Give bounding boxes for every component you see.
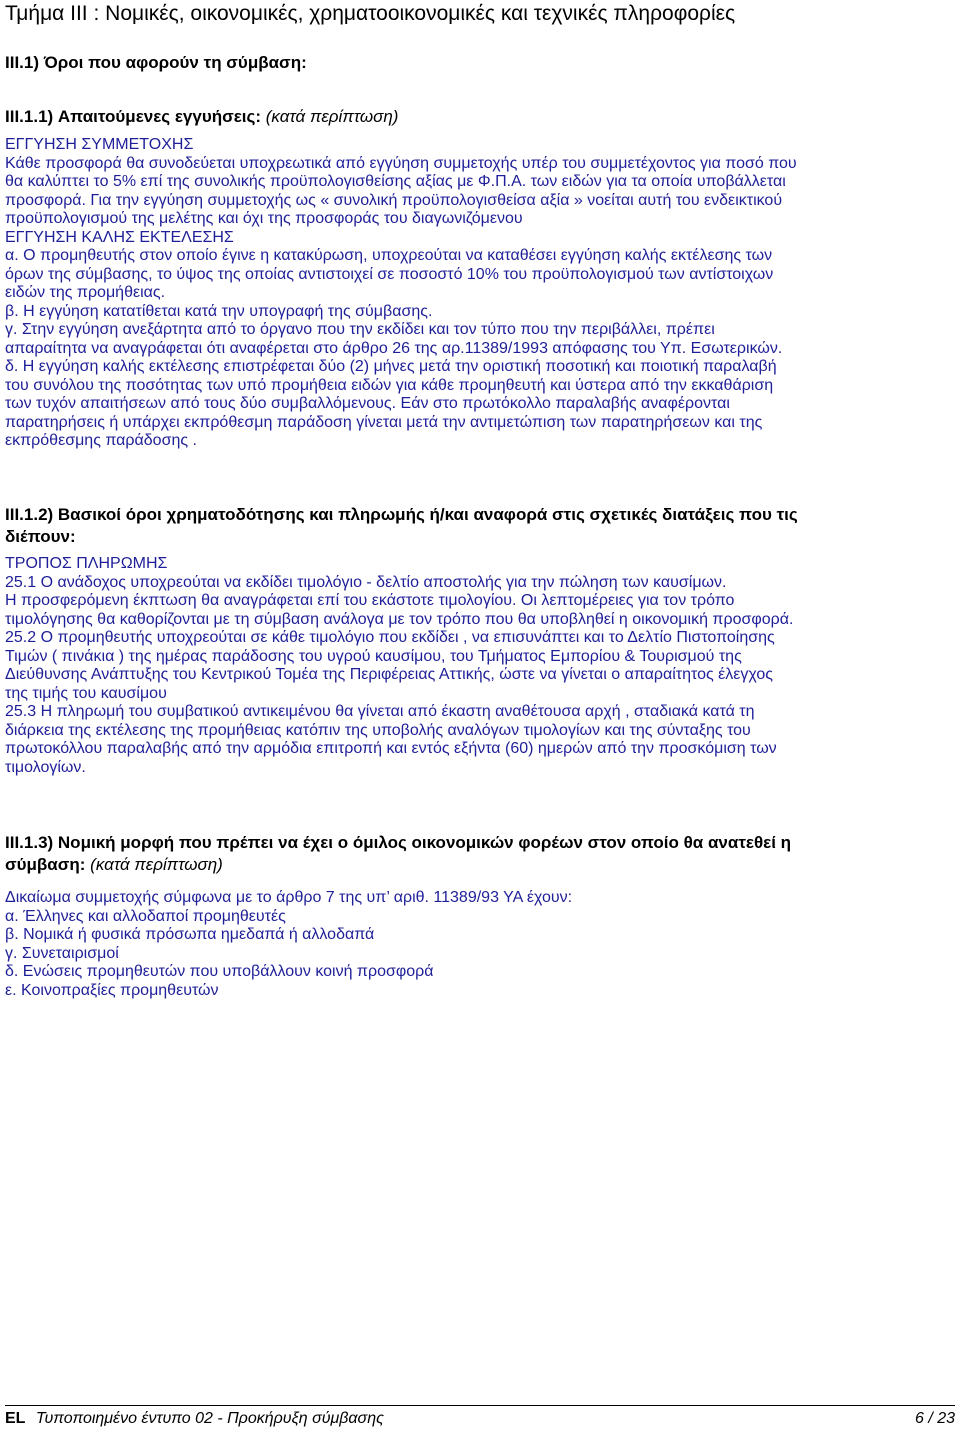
- text-line: α. Έλληνες και αλλοδαποί προμηθευτές: [5, 907, 286, 925]
- text-line: προϋπολογισμού της μελέτης και όχι της προσφοράς του διαγωνιζόμενου: [5, 210, 523, 227]
- heading-iii-1-3-text: σύμβαση:: [5, 855, 86, 874]
- section-iii-1-2: [5, 504, 955, 777]
- text-line: Διεύθυνσης Ανάπτυξης του Κεντρικού Τομέα της Περιφέρειας Αττικής, ώστε να γίνεται ο απαραίτητος έλεγχος: [5, 666, 773, 683]
- text-line: θα καλύπτει το 5% επί της συνολικής προϋπολογισθείσης αξίας με Φ.Π.Α. των ειδών για τα οποία υποβάλλεται: [5, 173, 786, 190]
- text-line: δ. Ενώσεις προμηθευτών που υποβάλλουν κοινή προσφορά: [5, 963, 434, 980]
- text-line: γ. Συνεταιρισμοί: [5, 944, 119, 962]
- text-line: τιμολογίων.: [5, 758, 86, 776]
- text-line: πρωτοκόλλου παραλαβής από την αρμόδια επιτροπή και εντός εξήντα (60) ημερών από την προσκόμιση των: [5, 740, 777, 757]
- section-title: Τμήμα III : Νομικές, οικονομικές, χρηματοοικονομικές και τεχνικές πληροφορίες: [5, 2, 736, 25]
- text-line: τιμολόγησης θα καθορίζονται με τη σύμβαση ανάλογα με τον τρόπο που θα υποβληθεί η οικονομική προσφορά.: [5, 610, 794, 628]
- text-line: β. Η εγγύηση κατατίθεται κατά την υπογραφή της σύμβασης.: [5, 302, 433, 320]
- text-line: εκπρόθεσμης παράδοσης .: [5, 432, 197, 449]
- text-line: δ. Η εγγύηση καλής εκτέλεσης επιστρέφεται δύο (2) μήνες μετά την οριστική ποσοτική και ποιοτική παραλαβή: [5, 358, 777, 375]
- text-line: ΤΡΟΠΟΣ ΠΛΗΡΩΜΗΣ: [5, 555, 168, 572]
- text-line: γ. Στην εγγύηση ανεξάρτητα από το όργανο που την εκδίδει και τον τύπο που την περιβάλλει, πρέπει: [5, 321, 715, 338]
- section-iii-1-1: [5, 106, 955, 451]
- page-footer: [5, 1405, 955, 1429]
- section-iii-1-3: [5, 832, 955, 1000]
- heading-iii-1-3-line2: [5, 854, 955, 876]
- heading-iii-1-2-line2: διέπουν:: [5, 527, 76, 546]
- text-line: ειδών της προμήθειας.: [5, 284, 166, 301]
- payment-body: [5, 555, 955, 777]
- page-number: 6 / 23: [914, 1410, 955, 1427]
- text-line: Κάθε προσφορά θα συνοδεύεται υποχρεωτικά από εγγύηση συμμετοχής υπέρ του συμμετέχοντος για ποσό που: [5, 154, 797, 172]
- text-line: απαραίτητα να αναγράφεται ότι αναφέρεται στο άρθρο 26 της αρ.11389/1993 απόφασης του Υπ. Εσωτερικών.: [5, 339, 783, 357]
- text-line: 25.3 Η πληρωμή του συμβατικού αντικειμένου θα γίνεται από έκαστη αναθέτουσα αρχή , σταδιακά κατά τη: [5, 703, 755, 720]
- heading-iii-1-3-note: (κατά περίπτωση): [90, 855, 223, 874]
- form-name: Τυποποιημένο έντυπο 02 - Προκήρυξη σύμβασης: [35, 1410, 384, 1427]
- text-line: ΕΓΓΥΗΣΗ ΣΥΜΜΕΤΟΧΗΣ: [5, 136, 194, 153]
- heading-iii-1-3-line1: III.1.3) Νομική μορφή που πρέπει να έχει ο όμιλος οικονομικών φορέων στον οποίο θα ανατεθεί η: [5, 833, 792, 852]
- guarantees-body: [5, 136, 955, 451]
- text-line: ΕΓΓΥΗΣΗ ΚΑΛΗΣ ΕΚΤΕΛΕΣΗΣ: [5, 228, 234, 246]
- text-line: διάρκεια της εκτέλεσης της προμήθειας κατόπιν της υποβολής αναλόγων τιμολογίων και της σύνταξης του: [5, 721, 751, 739]
- heading-iii-1-2-line1: III.1.2) Βασικοί όροι χρηματοδότησης και πληρωμής ή/και αναφορά στις σχετικές διατάξεις που τις: [5, 505, 798, 524]
- text-line: α. Ο προμηθευτής στον οποίο έγινε η κατακύρωση, υποχρεούται να καταθέσει εγγύηση καλής εκτέλεσης των: [5, 247, 773, 264]
- text-line: 25.2 Ο προμηθευτής υποχρεούται σε κάθε τιμολόγιο που εκδίδει , να επισυνάπτει και το Δελτίο Πιστοποίησης: [5, 629, 775, 646]
- text-line: ε. Κοινοπραξίες προμηθευτών: [5, 981, 219, 999]
- text-line: β. Νομικά ή φυσικά πρόσωπα ημεδαπά ή αλλοδαπά: [5, 926, 375, 943]
- document-page: [5, 0, 955, 999]
- text-line: της τιμής του καυσίμου: [5, 684, 167, 702]
- legal-form-body: [5, 889, 955, 1000]
- text-line: του συνόλου της ποσότητας των υπό προμήθεια ειδών για κάθε προμηθευτή και ύστερα από την εκκαθάριση: [5, 376, 774, 394]
- heading-iii-1-1-text: III.1.1) Απαιτούμενες εγγυήσεις:: [5, 107, 262, 126]
- text-line: όρων της σύμβασης, το ύψος της οποίας αντιστοιχεί σε ποσοστό 10% του προϋπολογισμού των αντίστοιχων: [5, 265, 774, 283]
- heading-iii-1-1-note: (κατά περίπτωση): [265, 107, 399, 126]
- subsection-heading-iii1: III.1) Όροι που αφορούν τη σύμβαση:: [5, 53, 307, 72]
- heading-iii-1-1: [5, 106, 955, 128]
- text-line: Δικαίωμα συμμετοχής σύμφωνα με το άρθρο 7 της υπ’ αριθ. 11389/93 ΥΑ έχουν:: [5, 889, 573, 906]
- text-line: Η προσφερόμενη έκπτωση θα αναγράφεται επί του εκάστοτε τιμολογίου. Οι λεπτομέρειες για τον τρόπο: [5, 592, 735, 609]
- text-line: παρατηρήσεις ή υπάρχει εκπρόθεσμη παράδοση γίνεται μετά την αντιμετώπιση των παρατηρήσεων και της: [5, 413, 763, 431]
- text-line: Τιμών ( πινάκια ) της ημέρας παράδοσης του υγρού καυσίμου, του Τμήματος Εμπορίου & Τουρισμού της: [5, 647, 742, 665]
- text-line: 25.1 Ο ανάδοχος υποχρεούται να εκδίδει τιμολόγιο - δελτίο αποστολής για την πώληση των καυσίμων.: [5, 573, 727, 591]
- text-line: των τυχόν απαιτήσεων από τους δύο συμβαλλόμενους. Εάν στο πρωτόκολλο παραλαβής αναφέρονται: [5, 395, 730, 412]
- text-line: προσφορά. Για την εγγύηση συμμετοχής ως « συνολική προϋπολογισθείσα αξία » νοείται αυτή του ενδεικτικού: [5, 191, 783, 209]
- language-code: EL: [5, 1410, 26, 1427]
